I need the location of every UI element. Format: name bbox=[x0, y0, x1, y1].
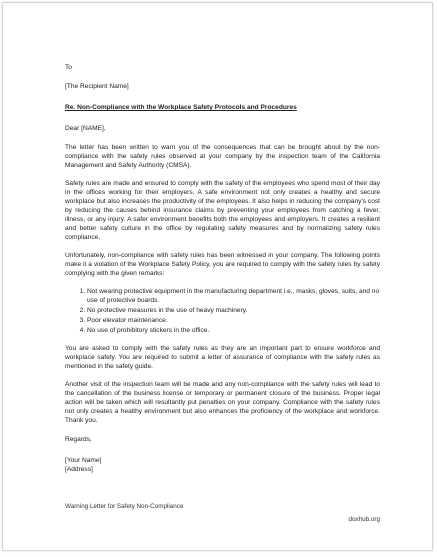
paragraph-violation: Unfortunately, non-compliance with safety rules has been witnessed in your company. The following points make it a violation of the Workplace Safety Policy, you are required to comply with the safety rules by safety complying with the given remarks: bbox=[65, 252, 380, 277]
list-item: 2. No protective measures in the use of heavy machinery. bbox=[87, 306, 380, 315]
salutation: Dear [NAME], bbox=[65, 125, 106, 132]
list-item: 1. Not wearing protective equipment in the manufacturing department i.e., masks, gloves, suits, and no use of protective boards. bbox=[87, 287, 380, 305]
remarks-list bbox=[65, 287, 380, 335]
footer-title: Warning Letter for Safety Non-Compliance bbox=[65, 503, 184, 510]
list-item: 4. No use of prohibitory stickers in the office. bbox=[87, 326, 380, 335]
document-page bbox=[2, 2, 433, 551]
letter-body bbox=[65, 63, 380, 474]
subject-line: Re. Non-Compliance with the Workplace Safety Protocols and Procedures bbox=[65, 104, 297, 111]
sender-address: [Address] bbox=[65, 466, 93, 473]
sender-name: [Your Name] bbox=[65, 457, 102, 464]
paragraph-comply: You are asked to comply with the safety rules as they are an important part to ensure workforce and workplace safety. You are required to submit a letter of assurance of compliance with the safety rules as mentioned in the safety guide. bbox=[65, 345, 380, 370]
footer-site: doxhub.org bbox=[348, 516, 380, 523]
list-item: 3. Poor elevator maintenance. bbox=[87, 316, 380, 325]
recipient-name: [The Recipient Name] bbox=[65, 83, 129, 90]
regards: Regards, bbox=[65, 436, 92, 443]
to-line: To bbox=[65, 64, 72, 71]
paragraph-safety-rules: Safety rules are made and ensured to comply with the safety of the employees who spend most of their day in the offices working for their employers. A safe environment not only creates a healthy and secure workplace but also increases the productivity of the employees. It also helps in reducing the company's cost by reducing the causes behind insurance claims by preventing your employees from catching a fever, illness, or any injury. A safer environment benefits both the employees and employers. It creates a resilient and better safety culture in the office by regulating safety measures and by normalizing safety rules compliance. bbox=[65, 180, 380, 241]
paragraph-intro: The letter has been written to warn you of the consequences that can be brought about by the non-compliance with the safety rules observed at your company by the inspection team of the California Management and Safety Authority (CMSA). bbox=[65, 144, 380, 169]
paragraph-consequences: Another visit of the inspection team will be made and any non-compliance with the safety rules will lead to the cancellation of the business license or temporary or permanent closure of the business. Proper legal action will be taken which will resultantly put penalties on your company. Compliance with the safety rules not only creates a healthy environment but also enhances the proficiency of the workplace and workforce. Thank you. bbox=[65, 381, 380, 424]
